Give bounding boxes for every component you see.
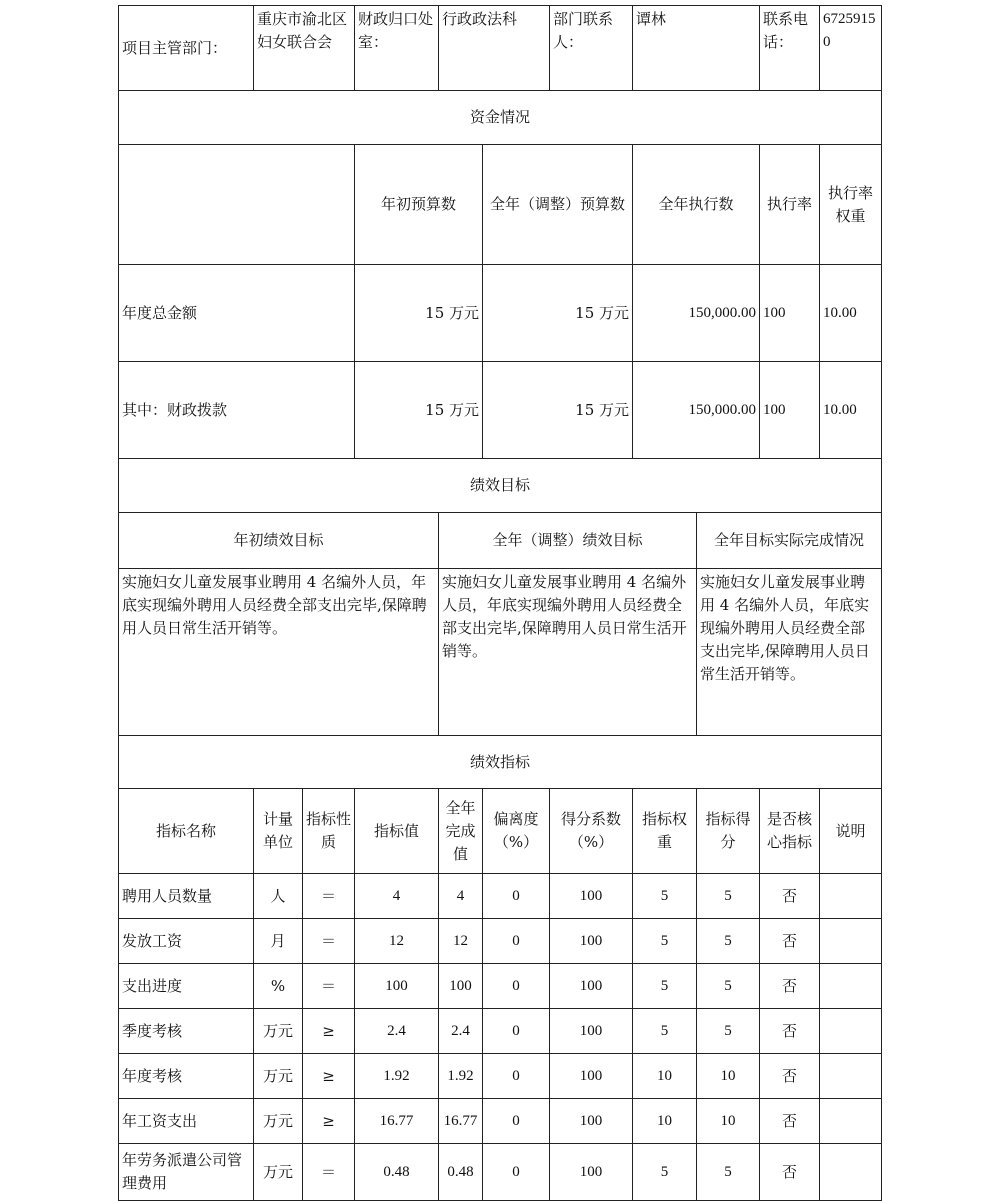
ind-core: 否	[760, 1054, 820, 1099]
ind-coef: 100	[550, 1009, 633, 1054]
goals-adjusted-text: 实施妇女儿童发展事业聘用 4 名编外人员，年底实现编外聘用人员经费全部支出完毕,保障聘用人员日常生活开销等。	[439, 569, 697, 736]
goals-initial-text: 实施妇女儿童发展事业聘用 4 名编外人员，年底实现编外聘用人员经费全部支出完毕,保障聘用人员日常生活开销等。	[119, 569, 439, 736]
ind-unit: 人	[254, 874, 303, 919]
ind-name: 年劳务派遣公司管理费用	[119, 1144, 254, 1201]
ind-note	[820, 964, 882, 1009]
ind-note	[820, 1009, 882, 1054]
ind-unit: 万元	[254, 1009, 303, 1054]
ind-coef: 100	[550, 1099, 633, 1144]
ind-unit: 万元	[254, 1054, 303, 1099]
ind-deviation: 0	[483, 964, 550, 1009]
ind-target: 4	[355, 874, 439, 919]
finance-label: 财政归口处室：	[355, 6, 439, 91]
funds-initial: 15 万元	[355, 265, 483, 362]
goals-actual-text: 实施妇女儿童发展事业聘用 4 名编外人员，年底实现编外聘用人员经费全部支出完毕,保障聘用人员日常生活开销等。	[697, 569, 882, 736]
ind-note	[820, 1144, 882, 1201]
ind-weight: 5	[633, 1009, 697, 1054]
indicator-row	[119, 874, 882, 919]
ind-col-weight: 指标权重	[633, 789, 697, 874]
ind-name: 聘用人员数量	[119, 874, 254, 919]
ind-core: 否	[760, 874, 820, 919]
ind-col-note: 说明	[820, 789, 882, 874]
finance-value: 行政政法科	[439, 6, 550, 91]
funds-col-weight: 执行率权重	[820, 145, 882, 265]
funds-initial: 15 万元	[355, 362, 483, 459]
funds-row-label: 其中：财政拨款	[119, 362, 355, 459]
ind-nature: ＝	[303, 1144, 355, 1201]
indicator-row	[119, 1144, 882, 1201]
contact-value: 谭林	[633, 6, 760, 91]
header-row	[119, 6, 882, 91]
ind-col-name: 指标名称	[119, 789, 254, 874]
funds-row-total	[119, 265, 882, 362]
funds-row-fiscal	[119, 362, 882, 459]
funds-row-label: 年度总金额	[119, 265, 355, 362]
goals-section-title: 绩效目标	[119, 459, 882, 513]
funds-header-blank	[119, 145, 355, 265]
phone-value: 67259150	[820, 6, 882, 91]
ind-col-done: 全年完成值	[439, 789, 483, 874]
ind-target: 100	[355, 964, 439, 1009]
ind-col-target: 指标值	[355, 789, 439, 874]
ind-unit: %	[254, 964, 303, 1009]
indicator-row	[119, 964, 882, 1009]
indicator-row	[119, 1009, 882, 1054]
ind-coef: 100	[550, 1054, 633, 1099]
goals-col-adjusted: 全年（调整）绩效目标	[439, 513, 697, 569]
indicators-section-title: 绩效指标	[119, 736, 882, 789]
ind-target: 12	[355, 919, 439, 964]
ind-done: 2.4	[439, 1009, 483, 1054]
ind-col-score: 指标得分	[697, 789, 760, 874]
ind-note	[820, 1099, 882, 1144]
ind-core: 否	[760, 1009, 820, 1054]
ind-coef: 100	[550, 874, 633, 919]
goals-col-actual: 全年目标实际完成情况	[697, 513, 882, 569]
ind-score: 5	[697, 1144, 760, 1201]
ind-core: 否	[760, 919, 820, 964]
funds-rate: 100	[760, 265, 820, 362]
ind-weight: 5	[633, 919, 697, 964]
ind-col-core: 是否核心指标	[760, 789, 820, 874]
ind-score: 5	[697, 964, 760, 1009]
ind-col-nature: 指标性质	[303, 789, 355, 874]
ind-weight: 5	[633, 1144, 697, 1201]
ind-done: 100	[439, 964, 483, 1009]
ind-core: 否	[760, 1099, 820, 1144]
dept-value: 重庆市渝北区妇女联合会	[254, 6, 355, 91]
funds-rate: 100	[760, 362, 820, 459]
phone-label: 联系电话：	[760, 6, 820, 91]
indicators-header-row	[119, 789, 882, 874]
contact-label: 部门联系人：	[550, 6, 633, 91]
ind-note	[820, 919, 882, 964]
ind-done: 1.92	[439, 1054, 483, 1099]
ind-note	[820, 1054, 882, 1099]
ind-coef: 100	[550, 964, 633, 1009]
ind-nature: ＝	[303, 874, 355, 919]
ind-unit: 万元	[254, 1144, 303, 1201]
ind-weight: 5	[633, 964, 697, 1009]
ind-name: 支出进度	[119, 964, 254, 1009]
funds-section-title: 资金情况	[119, 91, 882, 145]
ind-score: 5	[697, 874, 760, 919]
ind-done: 12	[439, 919, 483, 964]
ind-coef: 100	[550, 919, 633, 964]
ind-weight: 10	[633, 1099, 697, 1144]
funds-weight: 10.00	[820, 362, 882, 459]
ind-target: 0.48	[355, 1144, 439, 1201]
ind-score: 5	[697, 1009, 760, 1054]
ind-col-coef: 得分系数（%）	[550, 789, 633, 874]
ind-nature: ＝	[303, 964, 355, 1009]
funds-weight: 10.00	[820, 265, 882, 362]
ind-weight: 5	[633, 874, 697, 919]
ind-deviation: 0	[483, 1009, 550, 1054]
funds-adjusted: 15 万元	[483, 265, 633, 362]
ind-done: 0.48	[439, 1144, 483, 1201]
funds-header-row	[119, 145, 882, 265]
ind-note	[820, 874, 882, 919]
ind-score: 10	[697, 1054, 760, 1099]
funds-col-adjusted: 全年（调整）预算数	[483, 145, 633, 265]
ind-deviation: 0	[483, 1099, 550, 1144]
ind-col-deviation: 偏离度（%）	[483, 789, 550, 874]
ind-nature: ＝	[303, 919, 355, 964]
ind-nature: ≥	[303, 1009, 355, 1054]
ind-target: 2.4	[355, 1009, 439, 1054]
ind-name: 季度考核	[119, 1009, 254, 1054]
funds-col-executed: 全年执行数	[633, 145, 760, 265]
indicator-row	[119, 1099, 882, 1144]
ind-nature: ≥	[303, 1054, 355, 1099]
ind-score: 10	[697, 1099, 760, 1144]
funds-executed: 150,000.00	[633, 265, 760, 362]
ind-deviation: 0	[483, 1144, 550, 1201]
goals-text-row	[119, 569, 882, 736]
ind-deviation: 0	[483, 874, 550, 919]
ind-deviation: 0	[483, 1054, 550, 1099]
goals-header-row	[119, 513, 882, 569]
ind-core: 否	[760, 1144, 820, 1201]
funds-adjusted: 15 万元	[483, 362, 633, 459]
ind-col-unit: 计量单位	[254, 789, 303, 874]
ind-unit: 万元	[254, 1099, 303, 1144]
ind-done: 16.77	[439, 1099, 483, 1144]
ind-name: 发放工资	[119, 919, 254, 964]
ind-weight: 10	[633, 1054, 697, 1099]
ind-coef: 100	[550, 1144, 633, 1201]
indicator-row	[119, 1054, 882, 1099]
funds-col-initial: 年初预算数	[355, 145, 483, 265]
ind-unit: 月	[254, 919, 303, 964]
ind-deviation: 0	[483, 919, 550, 964]
indicator-row	[119, 919, 882, 964]
funds-col-rate: 执行率	[760, 145, 820, 265]
ind-score: 5	[697, 919, 760, 964]
dept-label: 项目主管部门：	[119, 6, 254, 91]
ind-core: 否	[760, 964, 820, 1009]
ind-target: 1.92	[355, 1054, 439, 1099]
performance-report-table	[118, 5, 882, 1201]
ind-name: 年度考核	[119, 1054, 254, 1099]
funds-executed: 150,000.00	[633, 362, 760, 459]
ind-target: 16.77	[355, 1099, 439, 1144]
ind-done: 4	[439, 874, 483, 919]
goals-col-initial: 年初绩效目标	[119, 513, 439, 569]
ind-name: 年工资支出	[119, 1099, 254, 1144]
ind-nature: ≥	[303, 1099, 355, 1144]
